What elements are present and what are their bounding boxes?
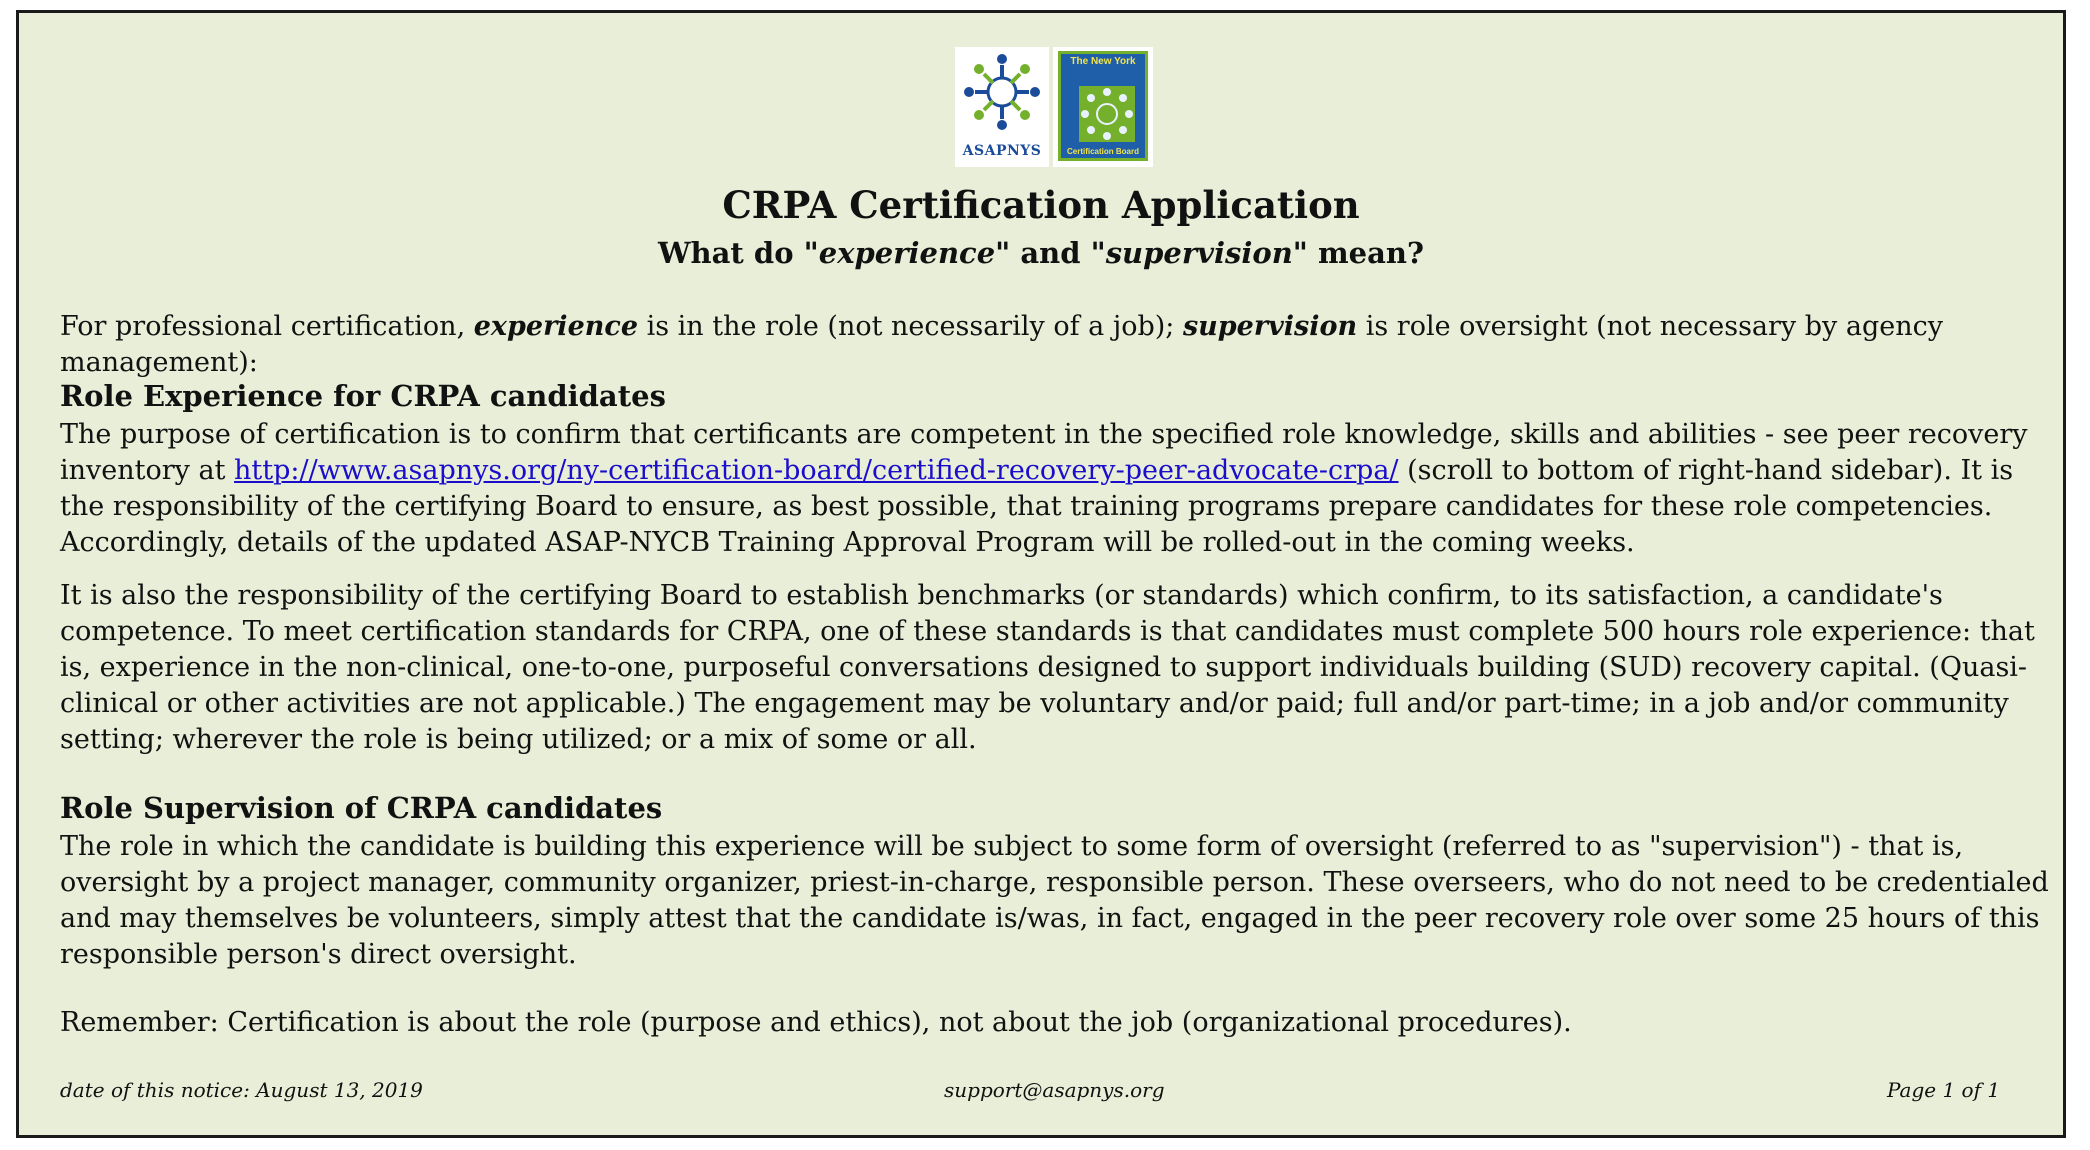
logo-group (955, 47, 1165, 167)
subtitle-emphasis: supervision (1105, 236, 1293, 270)
supervision-paragraph: The role in which the candidate is building this experience will be subject to some form of oversight (referred to as "supervision") - that is, oversight by a project manager, community organizer, priest-in-charge, responsible person. These overseers, who do not need to be credentialed and may themselves be volunteers, simply attest that the candidate is/was, in fact, engaged in the peer recovery role over some 25 hours of this responsible person's direct oversight. (60, 831, 2049, 970)
intro-emphasis: supervision (1182, 311, 1358, 342)
people-circle-icon (1079, 86, 1135, 142)
subtitle-emphasis: experience (818, 236, 996, 270)
asapnys-logo-text: ASAPNYS (962, 143, 1042, 159)
paragraph-text: (scroll to bottom of right-hand sidebar). It is the responsibility of the certifying Board to ensure, as best possible, that training programs prepare candidates for these role competencies. Accordingly, details of the updated ASAP-NYCB Training Approval Program will be rolled-out in the coming weeks. (60, 455, 2014, 558)
people-circle-icon (961, 51, 1043, 133)
intro-paragraph (60, 309, 2050, 381)
intro-emphasis: experience (473, 311, 638, 342)
paragraph-text: The purpose of certification is to confirm that certificants are competent in the specified role knowledge, skills and abilities - see peer recovery inventory at (60, 419, 2028, 486)
subtitle-text: " mean? (1292, 236, 1425, 270)
subtitle-text: What do " (657, 236, 819, 270)
subtitle-text: " and " (995, 236, 1106, 270)
remember-note: Remember: Certification is about the role (purpose and ethics), not about the job (organizational procedures). (60, 1007, 1572, 1038)
experience-paragraph-2: It is also the responsibility of the certifying Board to establish benchmarks (or standards) which confirm, to its satisfaction, a candidate's competence. To meet certification standards for CRPA, one of these standards is that candidates must complete 500 hours role experience: that is, experience in the non-clinical, one-to-one, purposeful conversations designed to support individuals building (SUD) recovery capital. (Quasi-clinical or other activities are not applicable.) The engagement may be voluntary and/or paid; full and/or part-time; in a job and/or community setting; wherever the role is being utilized; or a mix of some or all. (60, 580, 2035, 755)
intro-text: is role oversight (not necessary by agency management): (60, 311, 1944, 378)
ny-certification-board-logo (1053, 47, 1153, 167)
page-title: CRPA Certification Application (722, 183, 1360, 227)
asapnys-logo (955, 47, 1049, 167)
experience-paragraph-1 (60, 417, 2050, 561)
section-heading-supervision: Role Supervision of CRPA candidates (60, 791, 663, 825)
intro-text: is in the role (not necessarily of a job); (638, 311, 1183, 342)
footer-email: support@asapnys.org (944, 1078, 1165, 1102)
board-logo-top-text: The New York (1070, 56, 1136, 67)
intro-text: For professional certification, (60, 311, 474, 342)
peer-recovery-inventory-link[interactable]: http://www.asapnys.org/ny-certification-board/certified-recovery-peer-advocate-crpa/ (234, 455, 1399, 486)
page-subtitle (19, 236, 2063, 270)
footer-page-number: Page 1 of 1 (1887, 1078, 2001, 1102)
footer-date: date of this notice: August 13, 2019 (60, 1078, 423, 1102)
board-logo-bottom-text: Certification Board (1066, 147, 1139, 156)
section-heading-experience: Role Experience for CRPA candidates (60, 379, 666, 413)
document-page (16, 10, 2066, 1138)
